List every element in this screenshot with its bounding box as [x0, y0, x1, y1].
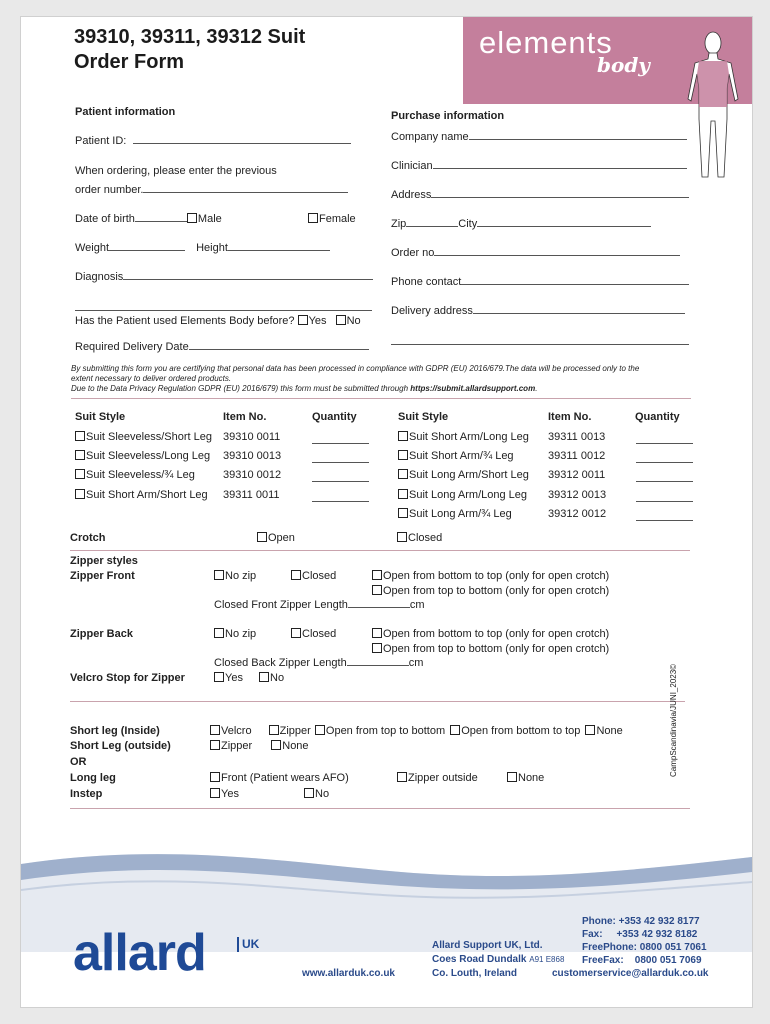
- suit-checkbox[interactable]: [398, 450, 408, 460]
- allard-logo: allard: [73, 924, 206, 982]
- quantity-field[interactable]: [636, 520, 693, 521]
- short-out-none-checkbox[interactable]: [271, 740, 281, 750]
- address-line-1: Allard Support UK, Ltd.: [432, 940, 543, 951]
- used-before-yes-checkbox[interactable]: [298, 315, 308, 325]
- clinician-field[interactable]: [433, 168, 687, 169]
- suit-style-label: Suit Sleeveless/¾ Leg: [86, 469, 195, 481]
- front-length-row: Closed Front Zipper Length cm: [214, 599, 425, 611]
- velcro-stop-no-checkbox[interactable]: [259, 672, 269, 682]
- front-open-b2t-option: Open from bottom to top (only for open crotch): [372, 570, 609, 582]
- patient-id-label: Patient ID:: [75, 135, 127, 147]
- gdpr-line-3: Due to the Data Privacy Regulation GDPR (EU) 2016/679) this form must be submitted through https://submit.allardsupport.com.: [71, 384, 538, 393]
- order-no-field[interactable]: [434, 255, 680, 256]
- zip-label: Zip: [391, 218, 407, 230]
- item-number: 39310 0012: [223, 469, 282, 481]
- male-label: Male: [197, 213, 222, 225]
- zipper-styles-label: Zipper styles: [70, 555, 138, 567]
- submit-link[interactable]: https://submit.allardsupport.com: [410, 384, 536, 393]
- back-open-t2b-option: Open from top to bottom (only for open crotch): [372, 643, 609, 655]
- zipper-front-label: Zipper Front: [70, 570, 135, 582]
- front-closed-checkbox[interactable]: [291, 570, 301, 580]
- table-row: [75, 469, 195, 481]
- quantity-field[interactable]: [312, 501, 369, 502]
- long-none-option: None: [507, 772, 544, 784]
- suit-style-label: Suit Short Arm/Short Leg: [86, 489, 208, 501]
- divider: [70, 550, 690, 551]
- or-label: OR: [70, 756, 87, 768]
- short-leg-outside-label: Short Leg (outside): [70, 740, 171, 752]
- address-line-2: Coes Road Dundalk A91 E868: [432, 954, 565, 965]
- suit-checkbox[interactable]: [75, 469, 85, 479]
- right-quantity-header: Quantity: [635, 411, 680, 423]
- table-row: [398, 469, 529, 481]
- zip-city-row: [391, 218, 651, 230]
- velcro-stop-no-option: No: [259, 672, 284, 684]
- front-no-zip-option: No zip: [214, 570, 256, 582]
- delivery-address-label: Delivery address: [391, 305, 473, 317]
- body-figure-icon: [683, 29, 743, 179]
- freefax-number: FreeFax: 0800 051 7069: [582, 955, 702, 966]
- long-front-checkbox[interactable]: [210, 772, 220, 782]
- divider: [71, 398, 691, 399]
- short-in-zipper-checkbox[interactable]: [269, 725, 279, 735]
- phone-row: [391, 276, 689, 288]
- right-item-no-header: Item No.: [548, 411, 592, 423]
- table-row: [398, 508, 512, 520]
- front-open-t2b-checkbox[interactable]: [372, 585, 382, 595]
- brand-logo-subtext: body: [597, 53, 650, 77]
- dob-row: [75, 213, 222, 225]
- long-zipper-outside-checkbox[interactable]: [397, 772, 407, 782]
- quantity-field[interactable]: [636, 443, 693, 444]
- short-leg-inside-label: Short leg (Inside): [70, 725, 160, 737]
- diagnosis-field-line2[interactable]: [75, 310, 372, 311]
- short-in-none-checkbox[interactable]: [585, 725, 595, 735]
- front-length-field[interactable]: [348, 607, 410, 608]
- front-open-b2t-checkbox[interactable]: [372, 570, 382, 580]
- weight-label: Weight: [75, 242, 110, 254]
- table-row: [75, 450, 210, 462]
- gdpr-notice: [71, 364, 639, 394]
- freephone-number: FreePhone: 0800 051 7061: [582, 942, 707, 953]
- left-item-no-header: Item No.: [223, 411, 267, 423]
- company-field[interactable]: [469, 139, 687, 140]
- table-row: [398, 450, 514, 462]
- clinician-row: [391, 160, 687, 172]
- female-checkbox[interactable]: [308, 213, 318, 223]
- gdpr-line-1: By submitting this form you are certifying that personal data has been processed in compliance with GDPR (EU) 2016/679.The data will be processed only to the: [71, 364, 640, 373]
- back-open-b2t-option: Open from bottom to top (only for open crotch): [372, 628, 609, 640]
- item-number: 39312 0013: [548, 489, 607, 501]
- address-line-3: Co. Louth, Ireland: [432, 968, 517, 979]
- address-label: Address: [391, 189, 432, 201]
- used-before-no-checkbox[interactable]: [336, 315, 346, 325]
- item-number: 39310 0011: [223, 431, 281, 443]
- height-field[interactable]: [228, 250, 330, 251]
- long-none-checkbox[interactable]: [507, 772, 517, 782]
- suit-style-label: Suit Short Arm/¾ Leg: [409, 450, 514, 462]
- female-label: Female: [319, 213, 356, 225]
- table-row: [398, 431, 529, 443]
- instep-no-option: No: [304, 788, 329, 800]
- crotch-open-option: Open: [257, 532, 295, 544]
- item-number: 39310 0013: [223, 450, 282, 462]
- used-before-label: Has the Patient used Elements Body before?: [75, 315, 295, 327]
- instep-yes-checkbox[interactable]: [210, 788, 220, 798]
- short-in-open-t2b-checkbox[interactable]: [315, 725, 325, 735]
- front-open-t2b-option: Open from top to bottom (only for open crotch): [372, 585, 609, 597]
- used-before-yes-label: Yes: [308, 315, 327, 327]
- phone-field[interactable]: [461, 284, 689, 285]
- back-closed-checkbox[interactable]: [291, 628, 301, 638]
- back-no-zip-checkbox[interactable]: [214, 628, 224, 638]
- long-leg-label: Long leg: [70, 772, 116, 784]
- previous-order-label: order number.: [75, 184, 144, 196]
- short-in-velcro-checkbox[interactable]: [210, 725, 220, 735]
- right-suit-style-header: Suit Style: [398, 411, 449, 423]
- velcro-stop-yes-checkbox[interactable]: [214, 672, 224, 682]
- purchase-info-heading: Purchase information: [391, 110, 505, 122]
- clinician-label: Clinician: [391, 160, 433, 172]
- delivery-date-field[interactable]: [189, 349, 369, 350]
- company-label: Company name: [391, 131, 469, 143]
- suit-style-label: Suit Long Arm/Long Leg: [409, 489, 528, 501]
- order-form-sheet: [20, 16, 753, 1008]
- back-length-field[interactable]: [347, 665, 409, 666]
- zip-field[interactable]: [406, 226, 458, 227]
- address-field[interactable]: [431, 197, 689, 198]
- diagnosis-row: [75, 271, 373, 283]
- company-row: [391, 131, 687, 143]
- short-out-options: Zipper None: [210, 740, 309, 752]
- suit-checkbox[interactable]: [75, 489, 85, 499]
- crotch-closed-option: Closed: [397, 532, 442, 544]
- velcro-stop-label: Velcro Stop for Zipper: [70, 672, 185, 684]
- suit-checkbox[interactable]: [398, 508, 408, 518]
- long-front-option: Front (Patient wears AFO): [210, 772, 349, 784]
- quantity-field[interactable]: [636, 462, 693, 463]
- fax-number: Fax: +353 42 932 8182: [582, 929, 698, 940]
- patient-id-field[interactable]: [133, 143, 351, 144]
- suit-checkbox[interactable]: [398, 431, 408, 441]
- crotch-closed-checkbox[interactable]: [397, 532, 407, 542]
- suit-checkbox[interactable]: [75, 431, 85, 441]
- instep-label: Instep: [70, 788, 103, 800]
- back-length-row: Closed Back Zipper Length cm: [214, 657, 424, 669]
- velcro-stop-yes-option: Yes: [214, 672, 243, 684]
- divider: [70, 701, 685, 702]
- suit-style-label: Suit Sleeveless/Long Leg: [86, 450, 211, 462]
- short-in-open-b2t-checkbox[interactable]: [450, 725, 460, 735]
- used-before-no-label: No: [346, 315, 361, 327]
- allard-logo-uk: UK: [237, 937, 266, 952]
- used-before-row: [75, 315, 361, 327]
- patient-info-heading: Patient information: [75, 106, 176, 118]
- item-number: 39311 0012: [548, 450, 606, 462]
- female-option: [308, 213, 356, 225]
- quantity-field[interactable]: [312, 443, 369, 444]
- table-row: [75, 489, 208, 501]
- dob-label: Date of birth: [75, 213, 135, 225]
- brand-logo-text: elements: [479, 25, 613, 60]
- item-number: 39312 0011: [548, 469, 606, 481]
- phone-label: Phone contact: [391, 276, 462, 288]
- table-row: [398, 489, 527, 501]
- previous-order-line1: When ordering, please enter the previous: [75, 165, 277, 177]
- divider: [70, 808, 690, 809]
- phone-number: Phone: +353 42 932 8177: [582, 916, 700, 927]
- male-checkbox[interactable]: [187, 213, 197, 223]
- suit-checkbox[interactable]: [398, 489, 408, 499]
- weight-field[interactable]: [109, 250, 185, 251]
- left-quantity-header: Quantity: [312, 411, 357, 423]
- suit-checkbox[interactable]: [398, 469, 408, 479]
- back-length-label: Closed Back Zipper Length: [214, 657, 347, 669]
- delivery-address-field-line2[interactable]: [391, 344, 689, 345]
- title-line-2: Order Form: [74, 51, 185, 73]
- crotch-open-checkbox[interactable]: [257, 532, 267, 542]
- back-no-zip-option: No zip: [214, 628, 256, 640]
- left-suit-style-header: Suit Style: [75, 411, 126, 423]
- gdpr-line-2: extent necessary to deliver ordered products.: [71, 374, 232, 383]
- side-copyright-note: CampScandinavia/JUNI_2023©: [669, 663, 678, 777]
- instep-no-checkbox[interactable]: [304, 788, 314, 798]
- height-label: Height: [196, 242, 228, 254]
- back-closed-option: Closed: [291, 628, 336, 640]
- weight-height-row: [75, 242, 330, 254]
- delivery-date-label: Required Delivery Date: [75, 341, 189, 353]
- back-open-b2t-checkbox[interactable]: [372, 628, 382, 638]
- city-field[interactable]: [477, 226, 651, 227]
- crotch-label: Crotch: [70, 532, 106, 544]
- front-length-label: Closed Front Zipper Length: [214, 599, 348, 611]
- address-row: [391, 189, 689, 201]
- table-row: [75, 431, 212, 443]
- suit-style-label: Suit Short Arm/Long Leg: [409, 431, 529, 443]
- item-number: 39311 0011: [223, 489, 280, 501]
- instep-yes-option: Yes: [210, 788, 239, 800]
- patient-id-row: [75, 135, 351, 147]
- zipper-back-label: Zipper Back: [70, 628, 133, 640]
- back-open-t2b-checkbox[interactable]: [372, 643, 382, 653]
- suit-style-label: Suit Sleeveless/Short Leg: [86, 431, 212, 443]
- delivery-address-row: [391, 305, 685, 317]
- quantity-field[interactable]: [636, 501, 693, 502]
- previous-order-field[interactable]: [143, 192, 348, 193]
- quantity-field[interactable]: [312, 481, 369, 482]
- item-number: 39312 0012: [548, 508, 607, 520]
- quantity-field[interactable]: [636, 481, 693, 482]
- diagnosis-field[interactable]: [123, 279, 373, 280]
- order-no-row: [391, 247, 680, 259]
- order-no-label: Order no: [391, 247, 435, 259]
- previous-order-row: [75, 184, 348, 196]
- item-number: 39311 0013: [548, 431, 606, 443]
- dob-field[interactable]: [135, 221, 187, 222]
- short-out-zipper-checkbox[interactable]: [210, 740, 220, 750]
- delivery-date-row: [75, 341, 369, 353]
- city-label: City: [458, 218, 478, 230]
- form-title: [74, 25, 305, 75]
- long-zipper-outside-option: Zipper outside: [397, 772, 478, 784]
- title-line-1: 39310, 39311, 39312 Suit: [74, 26, 306, 48]
- delivery-address-field[interactable]: [473, 313, 685, 314]
- diagnosis-label: Diagnosis: [75, 271, 124, 283]
- short-in-options: Velcro Zipper Open from top to bottom Open from bottom to top None: [210, 725, 623, 737]
- suit-checkbox[interactable]: [75, 450, 85, 460]
- suit-style-label: Suit Long Arm/Short Leg: [409, 469, 529, 481]
- quantity-field[interactable]: [312, 462, 369, 463]
- suit-style-label: Suit Long Arm/¾ Leg: [409, 508, 512, 520]
- front-closed-option: Closed: [291, 570, 336, 582]
- front-no-zip-checkbox[interactable]: [214, 570, 224, 580]
- email-link[interactable]: customerservice@allarduk.co.uk: [552, 968, 709, 979]
- website-link[interactable]: www.allarduk.co.uk: [302, 968, 395, 979]
